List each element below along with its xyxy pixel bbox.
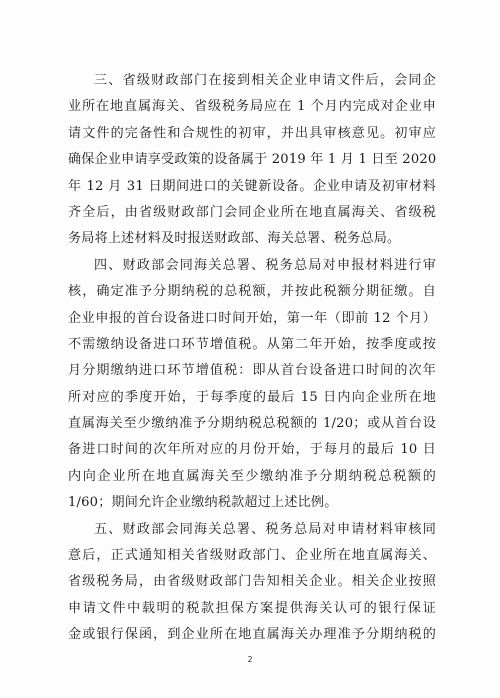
paragraph-3	[68, 68, 436, 253]
text-line: 业所在地直属海关、省级税务局应在 1 个月内完成对企业申	[68, 99, 436, 115]
text-line: 企业申报的首台设备进口时间开始，第一年（即前 12 个月）	[68, 310, 436, 326]
page-number: 2	[247, 655, 253, 664]
text-line: 务局将上述材料及时报送财政部、海关总署、税务总局。	[68, 231, 401, 247]
text-line: 备进口时间的次年所对应的月份开始，于每月的最后 10 日	[68, 442, 436, 458]
text-line: 月分期缴纳进口环节增值税：即从首台设备进口时间的次年	[68, 363, 436, 379]
text-line: 四、财政部会同海关总署、税务总局对申报材料进行审	[94, 257, 436, 273]
text-line: 直属海关至少缴纳准予分期纳税总税额的 1/20；或从首台设	[68, 416, 436, 432]
document-body	[68, 68, 436, 649]
text-line: 不需缴纳设备进口环节增值税。从第二年开始，按季度或按	[68, 336, 436, 352]
paragraph-5	[68, 517, 436, 649]
text-line: 确保企业申请享受政策的设备属于 2019 年 1 月 1 日至 2020	[68, 152, 437, 168]
text-line: 五、财政部会同海关总署、税务总局对申请材料审核同	[94, 521, 436, 537]
text-line: 核，确定准予分期纳税的总税额，并按此税额分期征缴。自	[68, 284, 436, 300]
text-line: 所对应的季度开始，于每季度的最后 15 日内向企业所在地	[68, 389, 436, 405]
text-line: 金或银行保函，到企业所在地直属海关办理准予分期纳税的	[68, 627, 436, 643]
text-line: 请文件的完备性和合规性的初审，并出具审核意见。初审应	[68, 125, 436, 141]
text-line: 意后，正式通知相关省级财政部门、企业所在地直属海关、	[68, 548, 436, 564]
text-line: 齐全后，由省级财政部门会同企业所在地直属海关、省级税	[68, 204, 436, 220]
text-line: 申请文件中载明的税款担保方案提供海关认可的银行保证	[68, 600, 436, 616]
text-line: 年 12 月 31 日期间进口的关键新设备。企业申请及初审材料	[68, 178, 436, 194]
text-line: 三、省级财政部门在接到相关企业申请文件后，会同企	[94, 73, 436, 88]
text-line: 省级税务局，由省级财政部门告知相关企业。相关企业按照	[68, 574, 436, 590]
text-line: 1/60；期间允许企业缴纳税款超过上述比例。	[68, 495, 338, 511]
paragraph-4	[68, 253, 436, 517]
text-line: 内向企业所在地直属海关至少缴纳准予分期纳税总税额的	[68, 468, 436, 484]
